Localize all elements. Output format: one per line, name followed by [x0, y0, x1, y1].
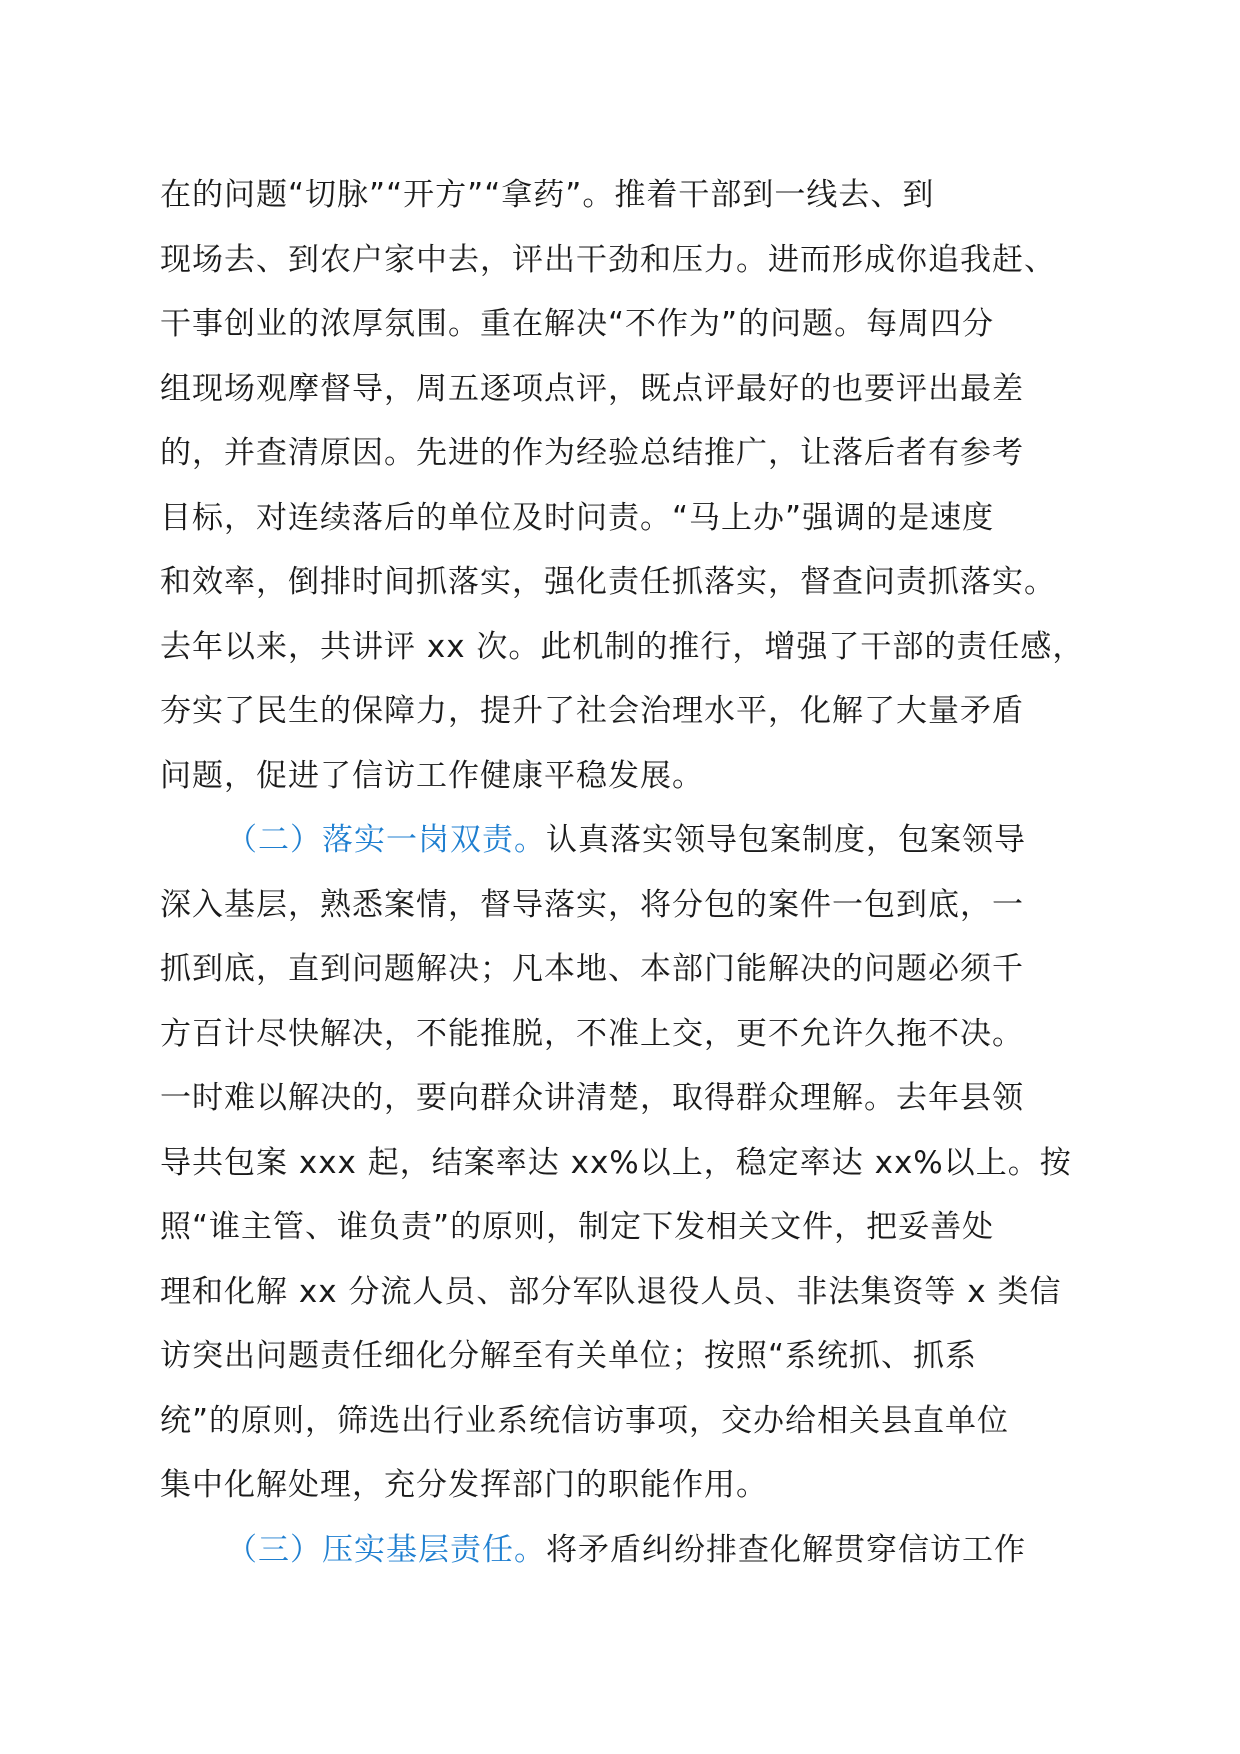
paragraph-1-line: 组现场观摩督导，周五逐项点评，既点评最好的也要评出最差 [160, 370, 1024, 407]
section-2-line: 深入基层，熟悉案情，督导落实，将分包的案件一包到底，一 [160, 886, 1024, 923]
paragraph-section-2-body [160, 873, 1120, 1518]
paragraph-1-line: 去年以来，共讲评 xx 次。此机制的推行，增强了干部的责任感， [160, 628, 1085, 665]
paragraph-1 [160, 163, 1120, 808]
section-2-line: 集中化解处理，充分发挥部门的职能作用。 [160, 1467, 768, 1503]
section-2-line: 导共包案 xxx 起，结案率达 xx%以上，稳定率达 xx%以上。按 [160, 1144, 1072, 1181]
paragraph-1-line: 夯实了民生的保障力，提升了社会治理水平，化解了大量矛盾 [160, 693, 1024, 729]
section-2-first-line [160, 808, 1120, 873]
paragraph-1-line: 问题，促进了信访工作健康平稳发展。 [160, 757, 704, 794]
paragraph-1-line: 干事创业的浓厚氛围。重在解决“不作为”的问题。每周四分 [160, 306, 995, 342]
section-2-heading: （二）落实一岗双责。 [226, 822, 546, 858]
section-2-line: 统”的原则，筛选出行业系统信访事项，交办给相关县直单位 [160, 1402, 1010, 1439]
paragraph-section-3 [160, 1518, 1120, 1583]
paragraph-1-line: 在的问题“切脉”“开方”“拿药”。推着干部到一线去、到 [160, 177, 935, 213]
paragraph-1-line: 现场去、到农户家中去，评出干劲和压力。进而形成你追我赶、 [160, 241, 1056, 278]
section-3-first-line-text: 将矛盾纠纷排查化解贯穿信访工作 [546, 1531, 1026, 1568]
section-2-line: 访突出问题责任细化分解至有关单位；按照“系统抓、抓系 [160, 1338, 978, 1374]
section-2-line: 理和化解 xx 分流人员、部分军队退役人员、非法集资等 x 类信 [160, 1273, 1062, 1310]
section-3-first-line [160, 1518, 1120, 1583]
paragraph-1-line: 的，并查清原因。先进的作为经验总结推广，让落后者有参考 [160, 435, 1024, 471]
paragraph-1-line: 目标，对连续落后的单位及时问责。“马上办”强调的是速度 [160, 499, 995, 536]
paragraph-section-2 [160, 808, 1120, 873]
paragraph-1-line: 和效率，倒排时间抓落实，强化责任抓落实，督查问责抓落实。 [160, 564, 1056, 600]
section-2-line: 照“谁主管、谁负责”的原则，制定下发相关文件，把妥善处 [160, 1209, 995, 1245]
document-body [160, 163, 1120, 1582]
section-2-first-line-text: 认真落实领导包案制度，包案领导 [546, 822, 1026, 858]
section-2-line: 方百计尽快解决，不能推脱，不准上交，更不允许久拖不决。 [160, 1015, 1024, 1052]
section-2-line: 一时难以解决的，要向群众讲清楚，取得群众理解。去年县领 [160, 1080, 1024, 1116]
section-3-heading: （三）压实基层责任。 [226, 1531, 546, 1568]
section-2-line: 抓到底，直到问题解决；凡本地、本部门能解决的问题必须千 [160, 951, 1024, 987]
